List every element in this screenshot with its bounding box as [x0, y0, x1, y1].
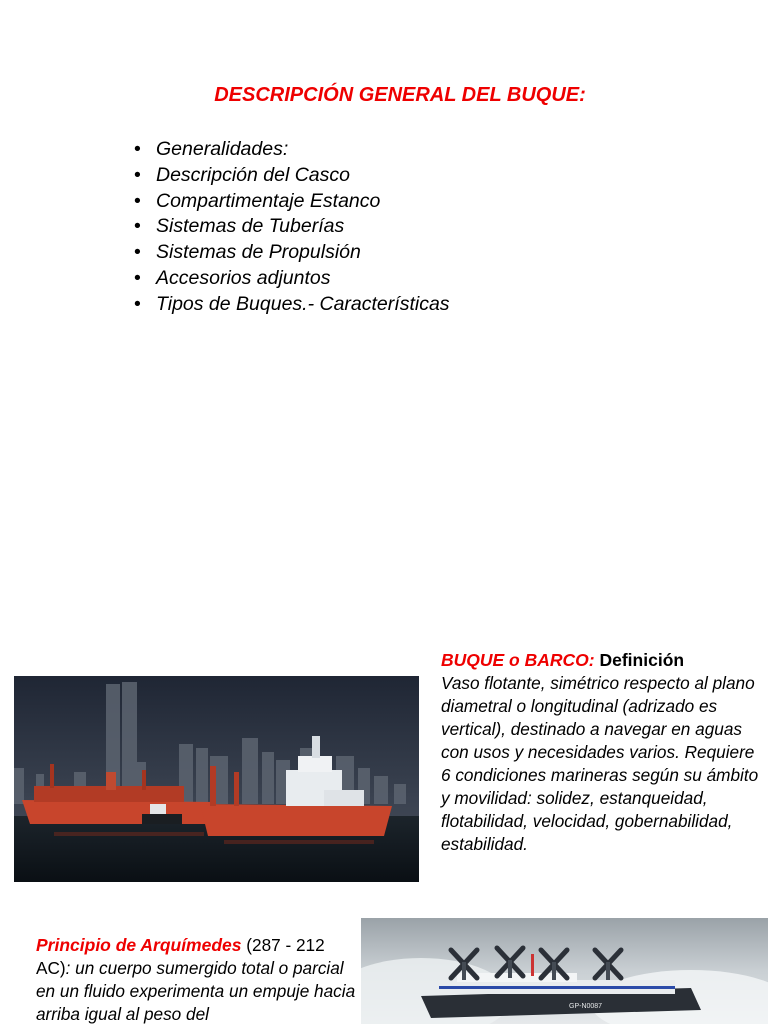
topic-label: Sistemas de Tuberías	[156, 215, 345, 238]
topic-label: Descripción del Casco	[156, 163, 351, 186]
topic-item	[134, 189, 450, 215]
archimedes-label: Principio de Arquímedes	[36, 935, 242, 955]
topic-item	[134, 163, 450, 189]
topic-label: Accesorios adjuntos	[156, 266, 331, 289]
bullet-icon: •	[134, 138, 141, 160]
archimedes-dates: (287 - 212 AC)	[36, 935, 325, 978]
topic-label: Generalidades:	[156, 138, 289, 160]
bullet-icon: •	[134, 215, 141, 238]
topic-item	[134, 214, 450, 240]
hovercraft-photo	[361, 918, 768, 1024]
topic-item	[134, 137, 450, 163]
bullet-icon: •	[134, 241, 141, 264]
bullet-icon: •	[134, 189, 141, 212]
topic-item	[134, 266, 450, 292]
topic-list	[134, 137, 450, 318]
hovercraft-hull-label: GP-N0087	[569, 1003, 603, 1010]
topic-item	[134, 292, 450, 318]
page-title: DESCRIPCIÓN GENERAL DEL BUQUE:	[214, 84, 586, 106]
bullet-icon: •	[134, 163, 141, 186]
definition-heading	[441, 649, 761, 672]
topic-label: Sistemas de Propulsión	[156, 241, 361, 264]
topic-label: Tipos de Buques.- Características	[156, 292, 450, 315]
definition-body: Vaso flotante, simétrico respecto al plano diametral o longitudinal (adrizado es vertical), destinado a navegar en aguas con usos y necesidades varios. Requiere 6 condiciones marineras según su ámbito y movilidad: solidez, estanqueidad, flotabilidad, velocidad, gobernabilidad, estabilidad.	[441, 673, 759, 854]
definition-block	[441, 649, 761, 856]
bullet-icon: •	[134, 266, 141, 289]
archimedes-block	[36, 934, 356, 1024]
topic-item	[134, 240, 450, 266]
archimedes-body: : un cuerpo sumergido total o parcial en un fluido experimenta un empuje hacia arriba igual al peso del	[36, 958, 356, 1024]
topic-label: Compartimentaje Estanco	[156, 189, 381, 212]
tankers-in-harbor-photo	[14, 676, 419, 882]
bullet-icon: •	[134, 292, 141, 315]
definition-label: BUQUE o BARCO:	[441, 650, 595, 670]
definition-label-suffix: Definición	[599, 650, 685, 670]
